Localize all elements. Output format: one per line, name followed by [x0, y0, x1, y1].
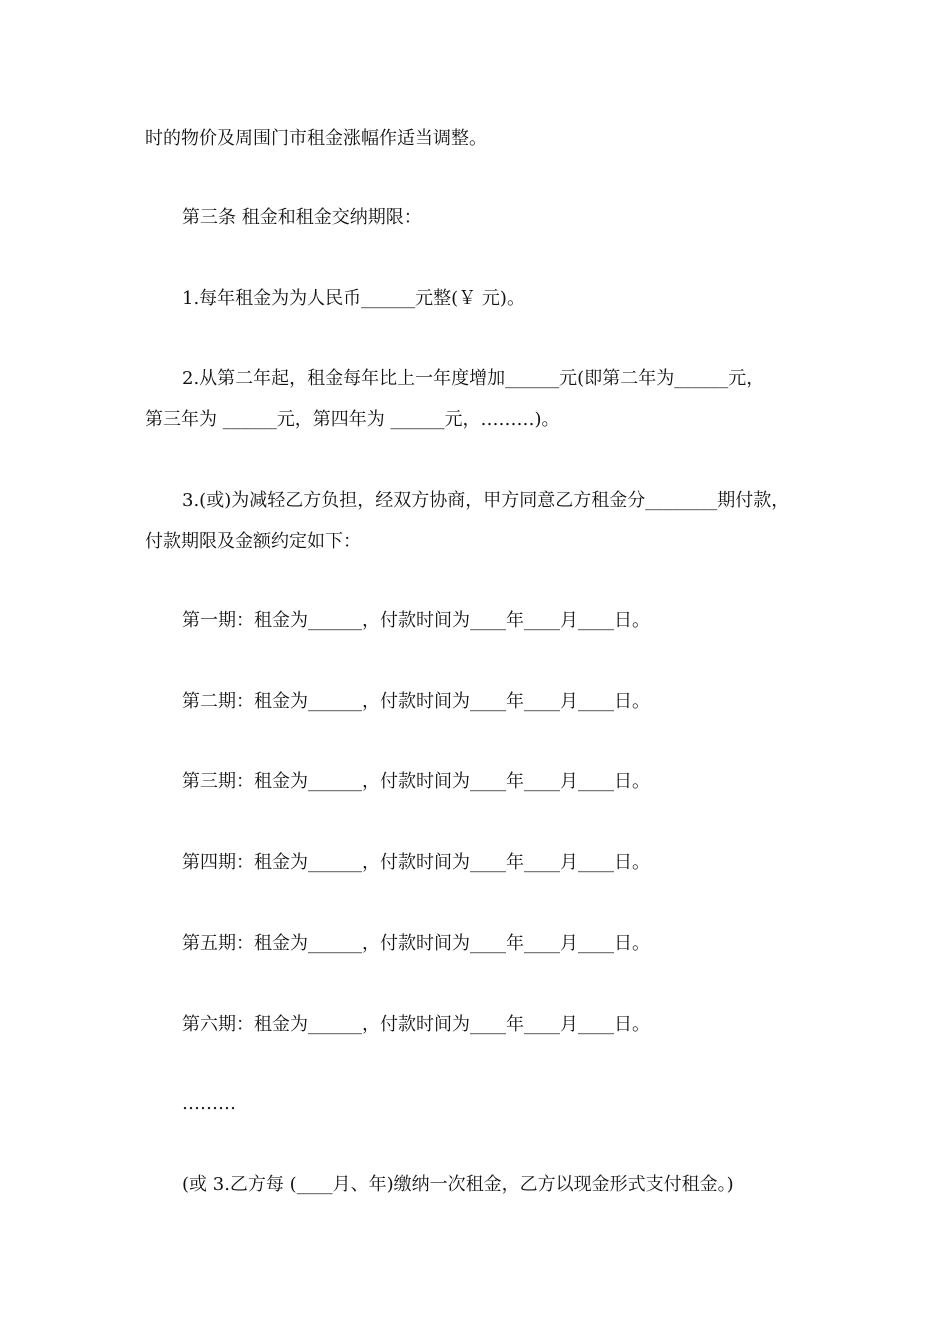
- item2-rent-increase-line2: 第三年为 ______元，第四年为 ______元，………)。: [145, 409, 560, 430]
- item3-installments-line2: 付款期限及金额约定如下：: [145, 531, 361, 552]
- period-5: 第五期：租金为______，付款时间为____年____月____日。: [182, 933, 650, 954]
- period-4: 第四期：租金为______，付款时间为____年____月____日。: [182, 852, 650, 873]
- item1-annual-rent: 1.每年租金为为人民币______元整(￥ 元)。: [182, 288, 525, 309]
- period-3: 第三期：租金为______，付款时间为____年____月____日。: [182, 771, 650, 792]
- ellipsis: ………: [182, 1093, 236, 1114]
- period-6: 第六期：租金为______，付款时间为____年____月____日。: [182, 1014, 650, 1035]
- period-2: 第二期：租金为______，付款时间为____年____月____日。: [182, 691, 650, 712]
- paragraph-continuation: 时的物价及周围门市租金涨幅作适当调整。: [145, 128, 487, 149]
- article3-heading: 第三条 租金和租金交纳期限：: [182, 207, 422, 228]
- period-1: 第一期：租金为______，付款时间为____年____月____日。: [182, 610, 650, 631]
- alt-item3-payment-frequency: (或 3.乙方每 (____月、年)缴纳一次租金，乙方以现金形式支付租金。): [182, 1174, 734, 1195]
- item2-rent-increase-line1: 2.从第二年起，租金每年比上一年度增加______元(即第二年为______元，: [182, 368, 765, 389]
- item3-installments-line1: 3.(或)为减轻乙方负担，经双方协商，甲方同意乙方租金分________期付款，: [182, 490, 790, 511]
